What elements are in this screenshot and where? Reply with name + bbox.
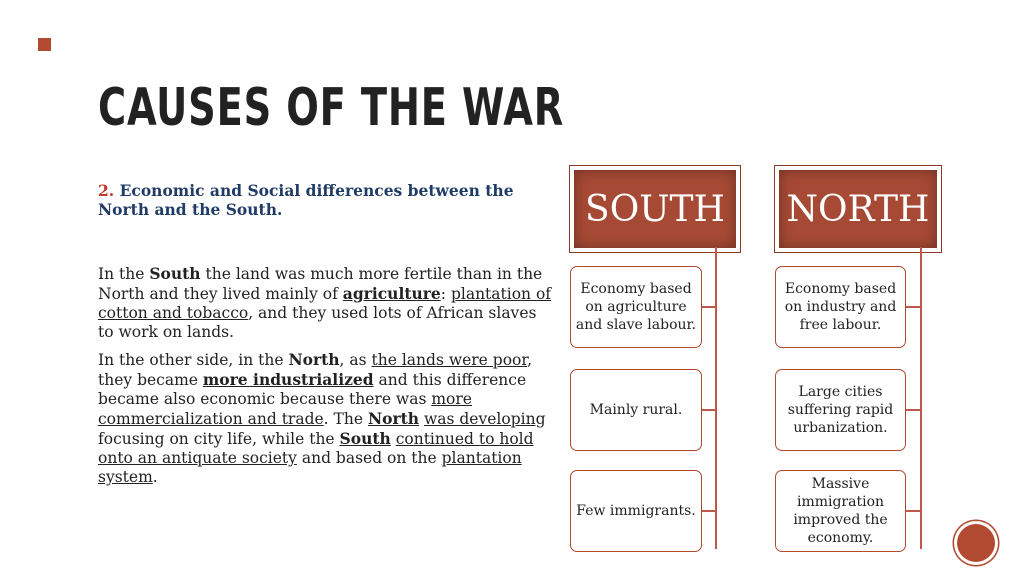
south-item-immigrants: Few immigrants.: [570, 470, 702, 552]
paragraph-north: In the other side, in the North, as the lands were poor, they became more industrialized and this difference became also economic because there was more commercialization and trade. The North was developing focusing on city life, while the South continued to hold onto an antiquate society and based on the plantation system.: [98, 350, 546, 486]
north-item-economy: Economy based on industry and free labour.: [775, 266, 906, 348]
south-item-economy: Economy based on agriculture and slave labour.: [570, 266, 702, 348]
body-text: [98, 264, 553, 495]
north-item-cities: Large cities suffering rapid urbanization.: [775, 369, 906, 451]
north-connector-tick-3: [906, 510, 921, 512]
south-connector-tick-3: [702, 510, 716, 512]
south-connector-tick-2: [702, 409, 716, 411]
north-connector-line: [920, 247, 922, 549]
south-header: SOUTH: [570, 166, 740, 252]
north-header: NORTH: [775, 166, 941, 252]
south-connector-line: [715, 247, 717, 549]
south-item-rural: Mainly rural.: [570, 369, 702, 451]
accent-square: [38, 38, 51, 51]
north-connector-tick-1: [906, 306, 921, 308]
paragraph-south: In the South the land was much more fertile than in the North and they lived mainly of agriculture: plantation of cotton and tobacco, and they used lots of African slaves to work on lands.: [98, 264, 552, 341]
subtitle-number: 2.: [98, 181, 115, 200]
subtitle: [98, 181, 548, 219]
north-connector-tick-2: [906, 409, 921, 411]
slide-title: CAUSES OF THE WAR: [98, 78, 565, 138]
slide-corner-badge: [957, 524, 995, 562]
subtitle-text: Economic and Social differences between the North and the South.: [98, 181, 514, 219]
north-item-immigration: Massive immigration improved the economy.: [775, 470, 906, 552]
south-connector-tick-1: [702, 306, 716, 308]
